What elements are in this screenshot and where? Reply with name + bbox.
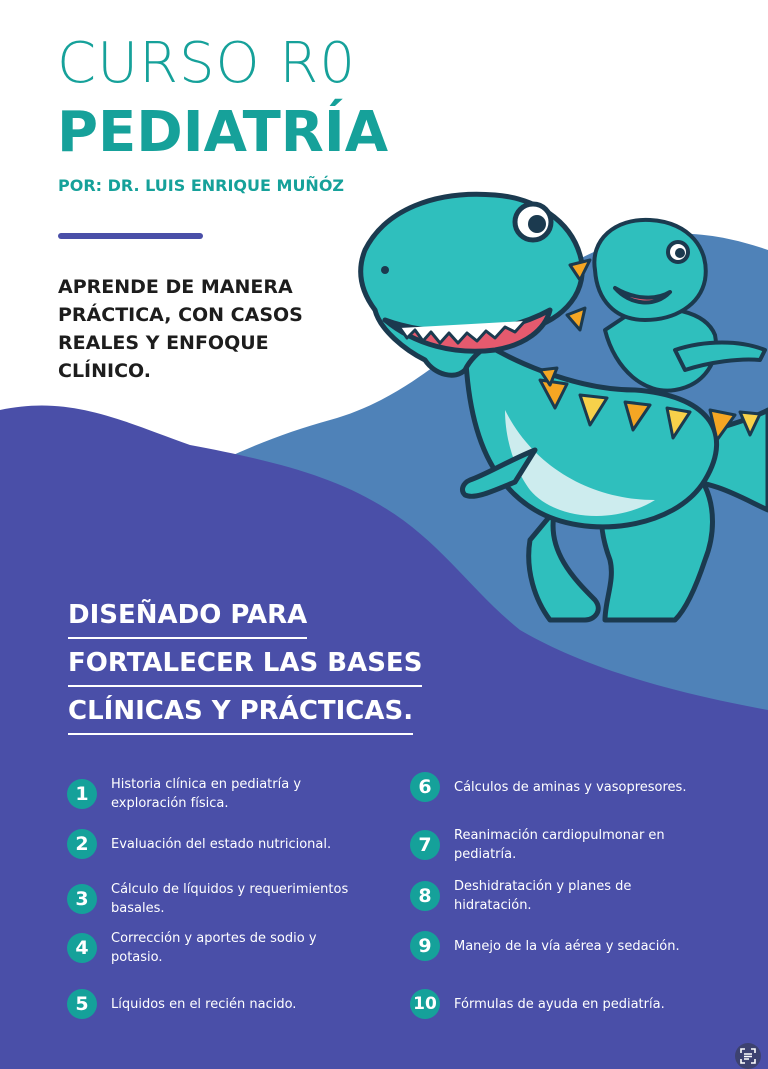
title-divider (58, 233, 203, 239)
baby-dinosaur (594, 220, 765, 391)
topic-number: 1 (67, 779, 97, 809)
topic-item (410, 772, 740, 802)
headline-line: DISEÑADO PARA (68, 600, 307, 639)
topic-item (410, 826, 710, 864)
topic-text: Corrección y aportes de sodio y potasio. (111, 931, 317, 965)
topic-text: Evaluación del estado nutricional. (111, 836, 332, 852)
pupil (528, 215, 546, 233)
topic-item (67, 880, 367, 918)
topic-item (410, 989, 740, 1019)
nostril (381, 266, 389, 274)
topic-text: Cálculos de aminas y vasopresores. (454, 779, 687, 795)
intro-line: REALES Y ENFOQUE (58, 332, 269, 354)
topic-number: 4 (67, 933, 97, 963)
topic-item (410, 877, 710, 915)
headline (68, 600, 422, 744)
headline-line: FORTALECER LAS BASES (68, 648, 422, 687)
scan-text-button[interactable] (735, 1043, 761, 1069)
topic-number: 10 (410, 989, 440, 1019)
topic-number: 3 (67, 884, 97, 914)
author-line: POR: DR. LUIS ENRIQUE MUÑÓZ (58, 176, 345, 195)
dinosaur-illustration (345, 180, 768, 640)
topic-number: 8 (410, 881, 440, 911)
topic-item (67, 829, 367, 859)
intro-line: APRENDE DE MANERA (58, 276, 293, 298)
intro-line: PRÁCTICA, CON CASOS (58, 304, 303, 326)
topic-text: Deshidratación y planes de hidratación. (454, 879, 632, 913)
topic-number: 2 (67, 829, 97, 859)
course-title: CURSO R0 (57, 31, 356, 96)
topic-text: Historia clínica en pediatría y exploración física. (111, 777, 302, 811)
topic-text: Cálculo de líquidos y requerimientos basales. (111, 882, 349, 916)
topic-text: Fórmulas de ayuda en pediatría. (454, 996, 665, 1012)
intro-text (58, 273, 348, 385)
topic-number: 7 (410, 830, 440, 860)
headline-line: CLÍNICAS Y PRÁCTICAS. (68, 696, 413, 735)
scan-text-icon (740, 1048, 756, 1064)
topic-item (67, 929, 367, 967)
topic-text: Líquidos en el recién nacido. (111, 996, 297, 1012)
topic-item (67, 775, 367, 813)
topic-number: 9 (410, 931, 440, 961)
topic-item (67, 989, 367, 1019)
topic-text: Reanimación cardiopulmonar en pediatría. (454, 828, 665, 862)
course-subject: PEDIATRÍA (57, 100, 389, 165)
topic-item (410, 931, 740, 961)
topic-text: Manejo de la vía aérea y sedación. (454, 938, 680, 954)
topic-number: 6 (410, 772, 440, 802)
topic-number: 5 (67, 989, 97, 1019)
intro-line: CLÍNICO. (58, 360, 151, 382)
